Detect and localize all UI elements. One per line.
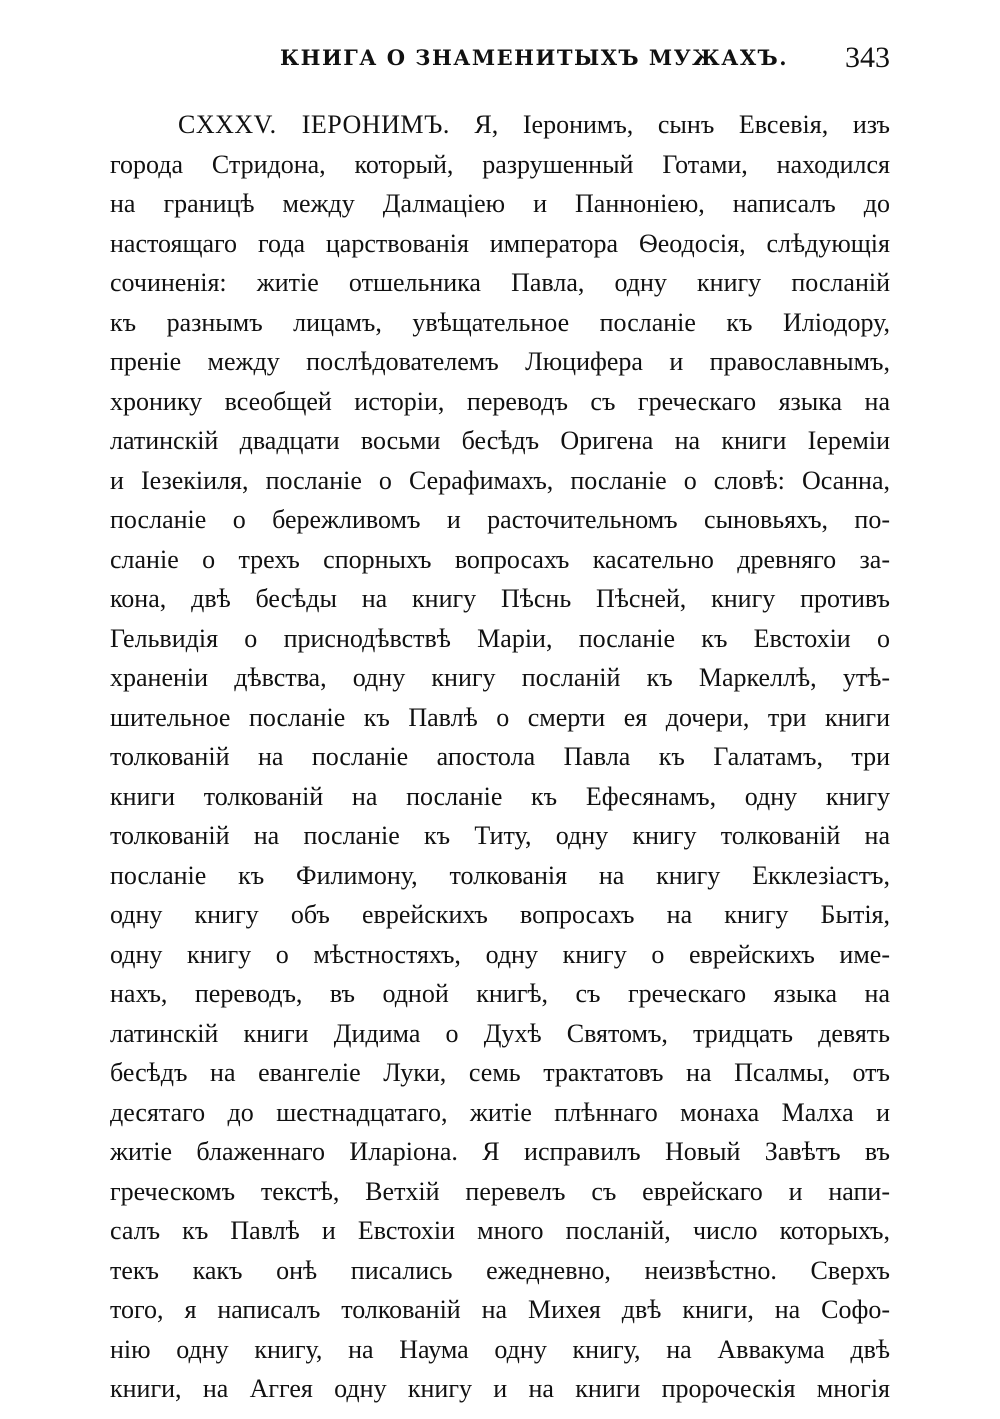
text-line: сочиненія: житіе отшельника Павла, одну книгу посланій	[110, 268, 890, 297]
body-text	[110, 105, 890, 1409]
text-line: текъ какъ онѣ писались ежедневно, неизвѣстно. Сверхъ	[110, 1255, 890, 1285]
text-line: настоящаго года царствованія императора Ѳеодосія, слѣдующія	[110, 228, 890, 258]
text-line: того, я написалъ толкованій на Михея двѣ книги, на Софо-	[110, 1295, 890, 1324]
text-line: книги, на Аггея одну книгу и на книги пророческія многія	[110, 1374, 890, 1403]
text-line: города Стридона, который, разрушенный Готами, находился	[110, 149, 890, 179]
text-line: толкованій на посланіе апостола Павла къ Галатамъ, три	[110, 742, 890, 771]
text-line: къ разнымъ лицамъ, увѣщательное посланіе къ Иліодору,	[110, 307, 890, 337]
text-line: посланіе о бережливомъ и расточительномъ сыновьяхъ, по-	[110, 505, 890, 534]
text-line: толкованій на посланіе къ Титу, одну книгу толкованій на	[110, 821, 890, 850]
text-line: преніе между послѣдователемъ Люцифера и православнымъ,	[110, 347, 890, 376]
text-line: латинскій двадцати восьми бесѣдъ Оригена на книги Iереміи	[110, 426, 890, 455]
text-line: латинскій книги Дидима о Духѣ Святомъ, тридцать девять	[110, 1018, 890, 1048]
text-line: посланіе къ Филимону, толкованія на книгу Екклезіастъ,	[110, 860, 890, 890]
text-line: кона, двѣ бесѣды на книгу Пѣснь Пѣсней, книгу противъ	[110, 584, 890, 613]
text-line: шительное посланіе къ Павлѣ о смерти ея дочери, три книги	[110, 702, 890, 732]
text-line: греческомъ текстѣ, Ветхій перевелъ съ еврейскаго и напи-	[110, 1176, 890, 1206]
text-line: нію одну книгу, на Наума одну книгу, на Аввакума двѣ	[110, 1334, 890, 1364]
text-line: нахъ, переводъ, въ одной книгѣ, съ греческаго языка на	[110, 979, 890, 1008]
text-line: на границѣ между Далмаціею и Панноніею, написалъ до	[110, 189, 890, 218]
running-title: КНИГА О ЗНАМЕНИТЫХЪ МУЖАХЪ.	[280, 45, 789, 70]
text-line: салъ къ Павлѣ и Евстохіи много посланій, число которыхъ,	[110, 1216, 890, 1245]
section-heading: CXXXV. IЕРОНИМЪ.	[178, 110, 450, 139]
text-line: книги толкованій на посланіе къ Ефесянамъ, одну книгу	[110, 781, 890, 811]
text-line: одну книгу объ еврейскихъ вопросахъ на книгу Бытія,	[110, 900, 890, 929]
running-head	[110, 38, 890, 78]
text-line: Гельвидія о приснодѣвствѣ Маріи, посланіе къ Евстохіи о	[110, 623, 890, 653]
text-line: десятаго до шестнадцатаго, житіе плѣннаго монаха Малха и	[110, 1097, 890, 1127]
text-line: и Iезекіиля, посланіе о Серафимахъ, посланіе о словѣ: Осанна,	[110, 465, 890, 495]
text-line: одну книгу о мѣстностяхъ, одну книгу о еврейскихъ име-	[110, 939, 890, 969]
text-line: сланіе о трехъ спорныхъ вопросахъ касательно древняго за-	[110, 544, 890, 574]
text-line: бесѣдъ на евангеліе Луки, семь трактатовъ на Псалмы, отъ	[110, 1058, 890, 1087]
text-line: храненіи дѣвства, одну книгу посланій къ Маркеллѣ, утѣ-	[110, 663, 890, 692]
page-number: 343	[845, 41, 890, 74]
text-line	[110, 105, 890, 145]
text-line: хронику всеобщей исторіи, переводъ съ греческаго языка на	[110, 386, 890, 416]
text-line-content: Я, Iеронимъ, сынъ Евсевія, изъ	[449, 110, 890, 139]
text-line: житіе блаженнаго Иларіона. Я исправилъ Новый Завѣтъ въ	[110, 1137, 890, 1166]
